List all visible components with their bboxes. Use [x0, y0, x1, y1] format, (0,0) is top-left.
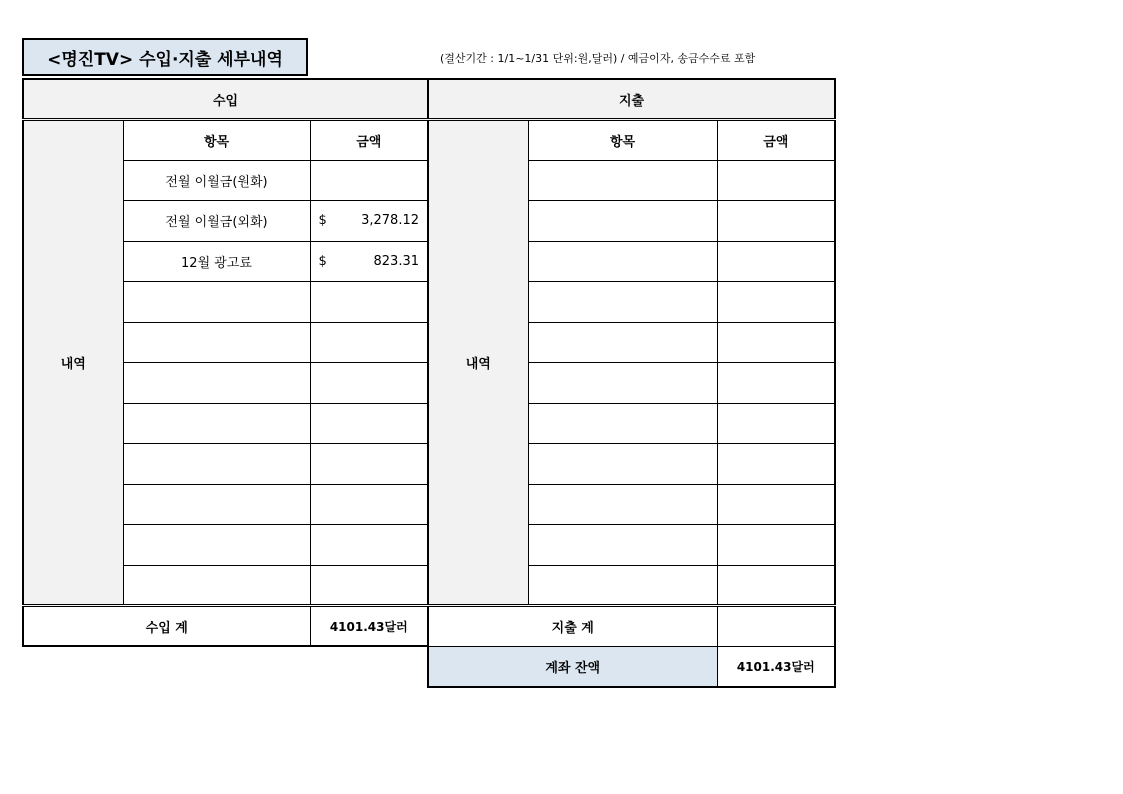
expense-item-cell[interactable]: [528, 241, 717, 282]
income-item-cell[interactable]: [123, 484, 310, 525]
balance-value[interactable]: 4101.43달러: [717, 646, 835, 687]
income-item-cell[interactable]: [123, 565, 310, 606]
expense-col-amount: 금액: [717, 120, 835, 161]
amount-value: 823.31: [373, 253, 419, 269]
expense-amount-cell[interactable]: [717, 363, 835, 404]
expense-amount-cell[interactable]: [717, 282, 835, 323]
income-header: 수입: [23, 79, 428, 120]
balance-label: 계좌 잔액: [428, 646, 717, 687]
expense-header: 지출: [428, 79, 835, 120]
income-amount-cell[interactable]: [310, 403, 428, 444]
income-amount-cell[interactable]: [310, 363, 428, 404]
expense-item-cell[interactable]: [528, 403, 717, 444]
expense-amount-cell[interactable]: [717, 484, 835, 525]
expense-total-value[interactable]: [717, 606, 835, 647]
sheet-title: <명진TV> 수입·지출 세부내역: [22, 38, 308, 76]
expense-item-cell[interactable]: [528, 484, 717, 525]
expense-item-cell[interactable]: [528, 444, 717, 485]
expense-amount-cell[interactable]: [717, 201, 835, 242]
period-note: (결산기간 : 1/1~1/31 단위:원,달러) / 예금이자, 송금수수료 포함: [440, 52, 756, 65]
income-item-cell[interactable]: 전월 이월금(외화): [123, 201, 310, 242]
expense-item-cell[interactable]: [528, 525, 717, 566]
expense-amount-cell[interactable]: [717, 322, 835, 363]
currency-sign: $: [318, 253, 327, 269]
expense-amount-cell[interactable]: [717, 241, 835, 282]
income-total-value[interactable]: 4101.43달러: [310, 606, 428, 647]
income-item-cell[interactable]: [123, 525, 310, 566]
income-col-item: 항목: [123, 120, 310, 161]
empty-area: [23, 646, 428, 687]
income-col-amount: 금액: [310, 120, 428, 161]
income-amount-cell[interactable]: [310, 282, 428, 323]
income-item-cell[interactable]: [123, 322, 310, 363]
income-item-cell[interactable]: [123, 444, 310, 485]
income-amount-cell[interactable]: [310, 444, 428, 485]
income-item-cell[interactable]: 12월 광고료: [123, 241, 310, 282]
expense-amount-cell[interactable]: [717, 525, 835, 566]
income-amount-cell[interactable]: [310, 160, 428, 201]
expense-item-cell[interactable]: [528, 322, 717, 363]
income-item-cell[interactable]: [123, 282, 310, 323]
income-amount-cell[interactable]: [310, 484, 428, 525]
amount-value: 3,278.12: [361, 213, 419, 229]
ledger-table: [22, 78, 836, 688]
expense-item-cell[interactable]: [528, 282, 717, 323]
income-amount-cell[interactable]: [310, 525, 428, 566]
expense-side-label: 내역: [428, 120, 528, 606]
income-item-cell[interactable]: [123, 403, 310, 444]
income-total-label: 수입 계: [23, 606, 310, 647]
expense-col-item: 항목: [528, 120, 717, 161]
expense-amount-cell[interactable]: [717, 444, 835, 485]
income-amount-cell[interactable]: [310, 201, 428, 242]
income-item-cell[interactable]: [123, 363, 310, 404]
expense-total-label: 지출 계: [428, 606, 717, 647]
expense-amount-cell[interactable]: [717, 403, 835, 444]
income-amount-cell[interactable]: [310, 241, 428, 282]
income-amount-cell[interactable]: [310, 322, 428, 363]
income-side-label: 내역: [23, 120, 123, 606]
expense-amount-cell[interactable]: [717, 160, 835, 201]
income-item-cell[interactable]: 전월 이월금(원화): [123, 160, 310, 201]
income-amount-cell[interactable]: [310, 565, 428, 606]
expense-item-cell[interactable]: [528, 201, 717, 242]
expense-item-cell[interactable]: [528, 160, 717, 201]
currency-sign: $: [318, 213, 327, 229]
expense-amount-cell[interactable]: [717, 565, 835, 606]
expense-item-cell[interactable]: [528, 363, 717, 404]
expense-item-cell[interactable]: [528, 565, 717, 606]
